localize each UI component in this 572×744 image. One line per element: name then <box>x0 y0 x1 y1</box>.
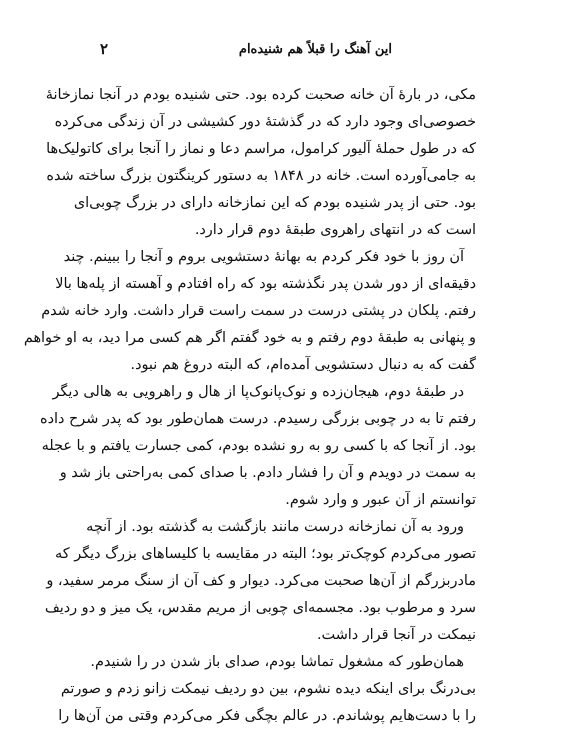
text-line: آن روز با خود فکر کردم به بهانهٔ دستشویی بروم و آنجا را ببینم. چند <box>63 249 464 265</box>
text-line: ورود به آن نمازخانه درست مانند بازگشت به گذشته بود. از آنچه <box>86 519 464 535</box>
paragraph-3 <box>40 379 476 514</box>
text-line: بود. حتی از پدر شنیده بودم که این نمازخانه دارای در بزرگ چوبی‌ای <box>73 195 476 211</box>
text-line: مکی، در بارهٔ آن خانه صحبت کرده بود. حتی شنیده بودم در آنجا نمازخانهٔ <box>45 87 476 103</box>
text-line: سرد و مرطوب بود. مجسمه‌ای چوبی از مریم مقدس، یک میز و دو ردیف <box>44 600 476 616</box>
text-line: همان‌طور که مشغول تماشا بودم، صدای باز شدن در را شنیدم. <box>90 654 464 670</box>
paragraph-1 <box>45 82 476 244</box>
text-line: توانستم از آن عبور و وارد شوم. <box>285 492 476 508</box>
text-line: و پنهانی به طبقهٔ دوم رفتم و به خود گفتم اگر هم کسی مرا دید، به او خواهم <box>23 330 476 346</box>
text-line: به سمت در دویدم و آن را فشار دادم. با صدای کمی به‌راحتی باز شد و <box>59 465 476 481</box>
text-line: نیمکت در آنجا قرار داشت. <box>316 627 476 643</box>
text-line: گفت که به دنبال دستشویی آمده‌ام، که البته دروغ هم نبود. <box>130 357 476 373</box>
page-number: ۲ <box>100 40 109 58</box>
running-title: این آهنگ را قبلاً هم شنیده‌ام <box>238 42 392 57</box>
text-line: مادربزرگم از آن‌ها صحبت می‌کرد. دیوار و کف آن از سنگ مرمر سفید، و <box>46 573 476 589</box>
text-line: دقیقه‌ای از دور شدن پدر نگذشته بود که راه افتادم و آهسته از پله‌ها بالا <box>55 276 476 292</box>
paragraph-2 <box>23 244 476 379</box>
text-line: رفتم. پلکان در پشتی درست در سمت راست قرار داشت. وارد خانه شدم <box>41 303 476 319</box>
text-line: است که در انتهای راهروی طبقهٔ دوم قرار دارد. <box>194 222 476 238</box>
running-header <box>96 40 472 66</box>
text-line: بی‌درنگ برای اینکه دیده نشوم، بین دو ردیف نیمکت زانو زدم و صورتم <box>60 681 476 697</box>
paragraph-5 <box>58 649 476 730</box>
text-line: به جامی‌آورده است. خانه در ۱۸۴۸ به دستور کرینگتون بزرگ ساخته شده <box>46 168 476 184</box>
text-line: را با دست‌هایم پوشاندم. در عالم بچگی فکر می‌کردم وقتی من آن‌ها را <box>58 708 476 724</box>
text-line: خصوصی‌ای وجود دارد که در گذشتهٔ دور کشیشی در آن زندگی می‌کرده <box>54 114 476 130</box>
paragraph-4 <box>44 514 476 649</box>
text-line: تصور می‌کردم کوچک‌تر بود؛ البته در مقایسه با کلیساهای بزرگ دیگر که <box>55 546 476 562</box>
text-line: در طبقهٔ دوم، هیجان‌زده و نوک‌پانوک‌پا از هال و راهرویی به هالی دیگر <box>52 384 464 400</box>
text-line: بود. از آنجا که با کسی رو به رو نشده بودم، کمی جسارت یافتم و با عجله <box>41 438 476 454</box>
text-line: که در طول حملهٔ آلیور کرامول، مراسم دعا و نماز را آنجا برای کاتولیک‌ها <box>46 141 476 157</box>
body-text <box>23 82 476 730</box>
text-line: رفتم تا به در چوبی بزرگی رسیدم. درست همان‌طور بود که پدر شرح داده <box>40 411 476 427</box>
